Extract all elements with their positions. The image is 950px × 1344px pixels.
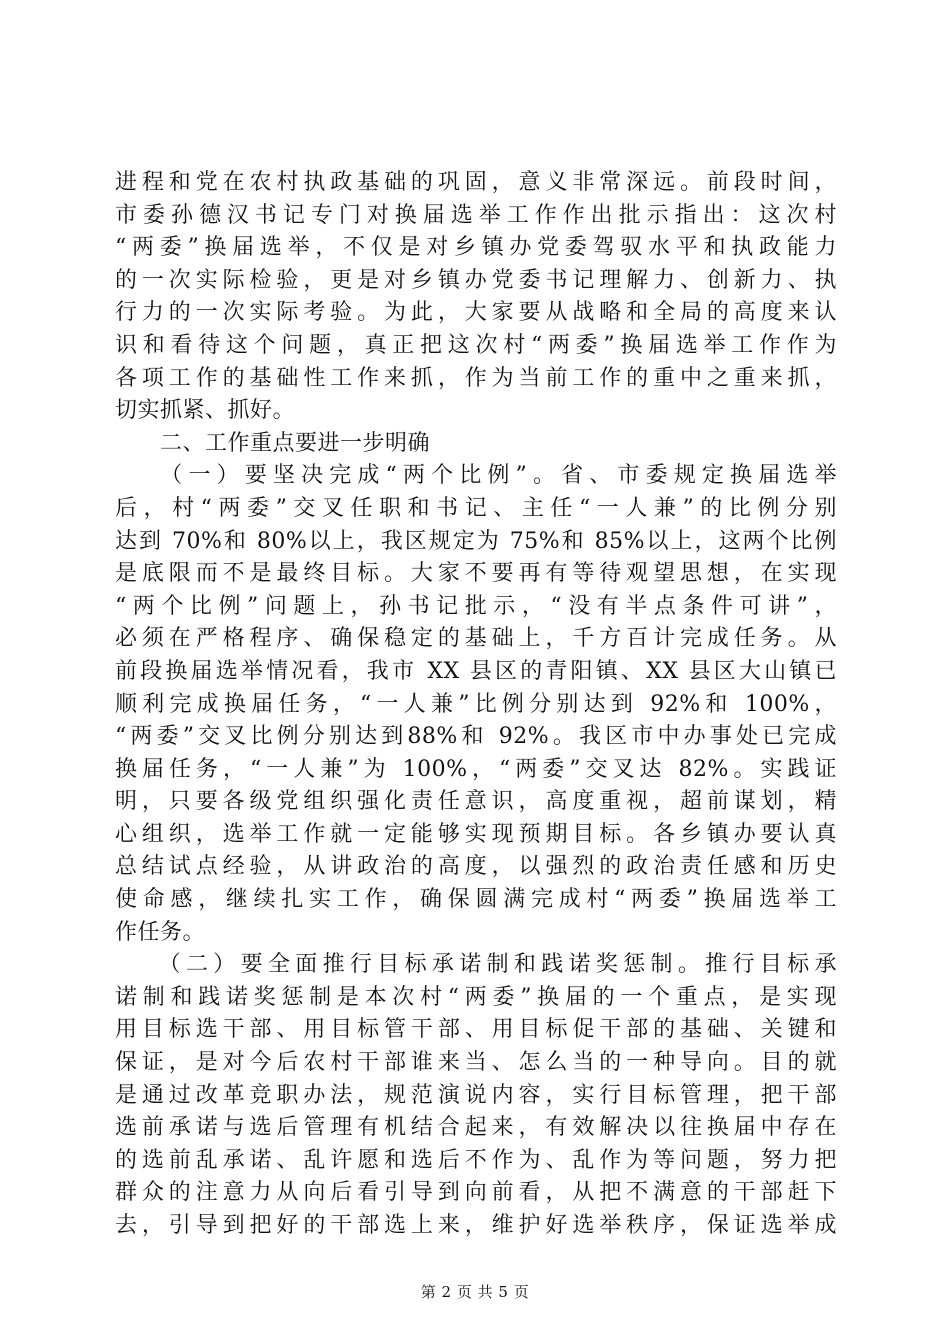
text-line: 的选前乱承诺、乱许愿和选后不作为、乱作为等问题，努力把: [115, 1147, 837, 1173]
text-line: 作任务。: [115, 919, 206, 945]
text-line: 心组织，选举工作就一定能够实现预期目标。各乡镇办要认真: [115, 821, 837, 847]
text-line: 使命感，继续扎实工作，确保圆满完成村“两委”换届选举工: [115, 887, 837, 913]
text-line: 用目标选干部、用目标管干部、用目标促干部的基础、关键和: [115, 1017, 837, 1043]
body-text: [115, 167, 837, 1243]
page-footer: 第 2 页 共 5 页: [420, 1283, 530, 1301]
text-line: 进程和党在农村执政基础的巩固，意义非常深远。前段时间，: [115, 170, 837, 195]
text-line: 换届任务，“一人兼”为 100%，“两委”交叉达 82%。实践证: [115, 756, 837, 782]
text-line: 明，只要各级党组织强化责任意识，高度重视，超前谋划，精: [115, 789, 837, 815]
text-line: 保证，是对今后农村干部谁来当、怎么当的一种导向。目的就: [115, 1050, 837, 1076]
text-line: 选前承诺与选后管理有机结合起来，有效解决以往换届中存在: [115, 1115, 837, 1141]
text-line: “两委”交叉比例分别达到88%和 92%。我区市中办事处已完成: [115, 724, 837, 750]
text-line: 行力的一次实际考验。为此，大家要从战略和全局的高度来认: [115, 300, 837, 326]
text-line: 后，村“两委”交叉任职和书记、主任“一人兼”的比例分别: [115, 495, 837, 521]
text-line: 的一次实际检验，更是对乡镇办党委书记理解力、创新力、执: [115, 267, 837, 293]
text-line: 总结试点经验，从讲政治的高度，以强烈的政治责任感和历史: [115, 854, 837, 880]
text-line: 达到 70%和 80%以上，我区规定为 75%和 85%以上，这两个比例: [115, 528, 837, 554]
text-line: 去，引导到把好的干部选上来，维护好选举秩序，保证选举成: [115, 1213, 837, 1238]
text-line: 诺制和践诺奖惩制是本次村“两委”换届的一个重点，是实现: [115, 984, 837, 1010]
text-line: 市委孙德汉书记专门对换届选举工作作出批示指出：这次村: [115, 202, 837, 228]
text-line: 是通过改革竞职办法，规范演说内容，实行目标管理，把干部: [115, 1082, 837, 1108]
text-line: 是底限而不是最终目标。大家不要再有等待观望思想，在实现: [115, 561, 837, 587]
text-line: 必须在严格程序、确保稳定的基础上，千方百计完成任务。从: [115, 626, 837, 652]
text-line: （一）要坚决完成“两个比例”。省、市委规定换届选举: [115, 463, 837, 489]
text-line: 顺利完成换届任务，“一人兼”比例分别达到 92%和 100%，: [115, 691, 837, 717]
text-line: 识和看待这个问题，真正把这次村“两委”换届选举工作作为: [115, 332, 837, 358]
text-line: 切实抓紧、抓好。: [115, 398, 296, 424]
text-line: 前段换届选举情况看，我市 XX 县区的青阳镇、XX 县区大山镇已: [115, 658, 837, 684]
text-line: 群众的注意力从向后看引导到向前看，从把不满意的干部赶下: [115, 1180, 837, 1206]
text-line: “两委”换届选举，不仅是对乡镇办党委驾驭水平和执政能力: [115, 235, 837, 261]
text-line: 各项工作的基础性工作来抓，作为当前工作的重中之重来抓，: [115, 365, 837, 391]
text-line: “两个比例”问题上，孙书记批示，“没有半点条件可讲”，: [115, 593, 837, 619]
section-heading: 二、工作重点要进一步明确: [115, 430, 431, 456]
text-line: （二）要全面推行目标承诺制和践诺奖惩制。推行目标承: [115, 952, 837, 978]
